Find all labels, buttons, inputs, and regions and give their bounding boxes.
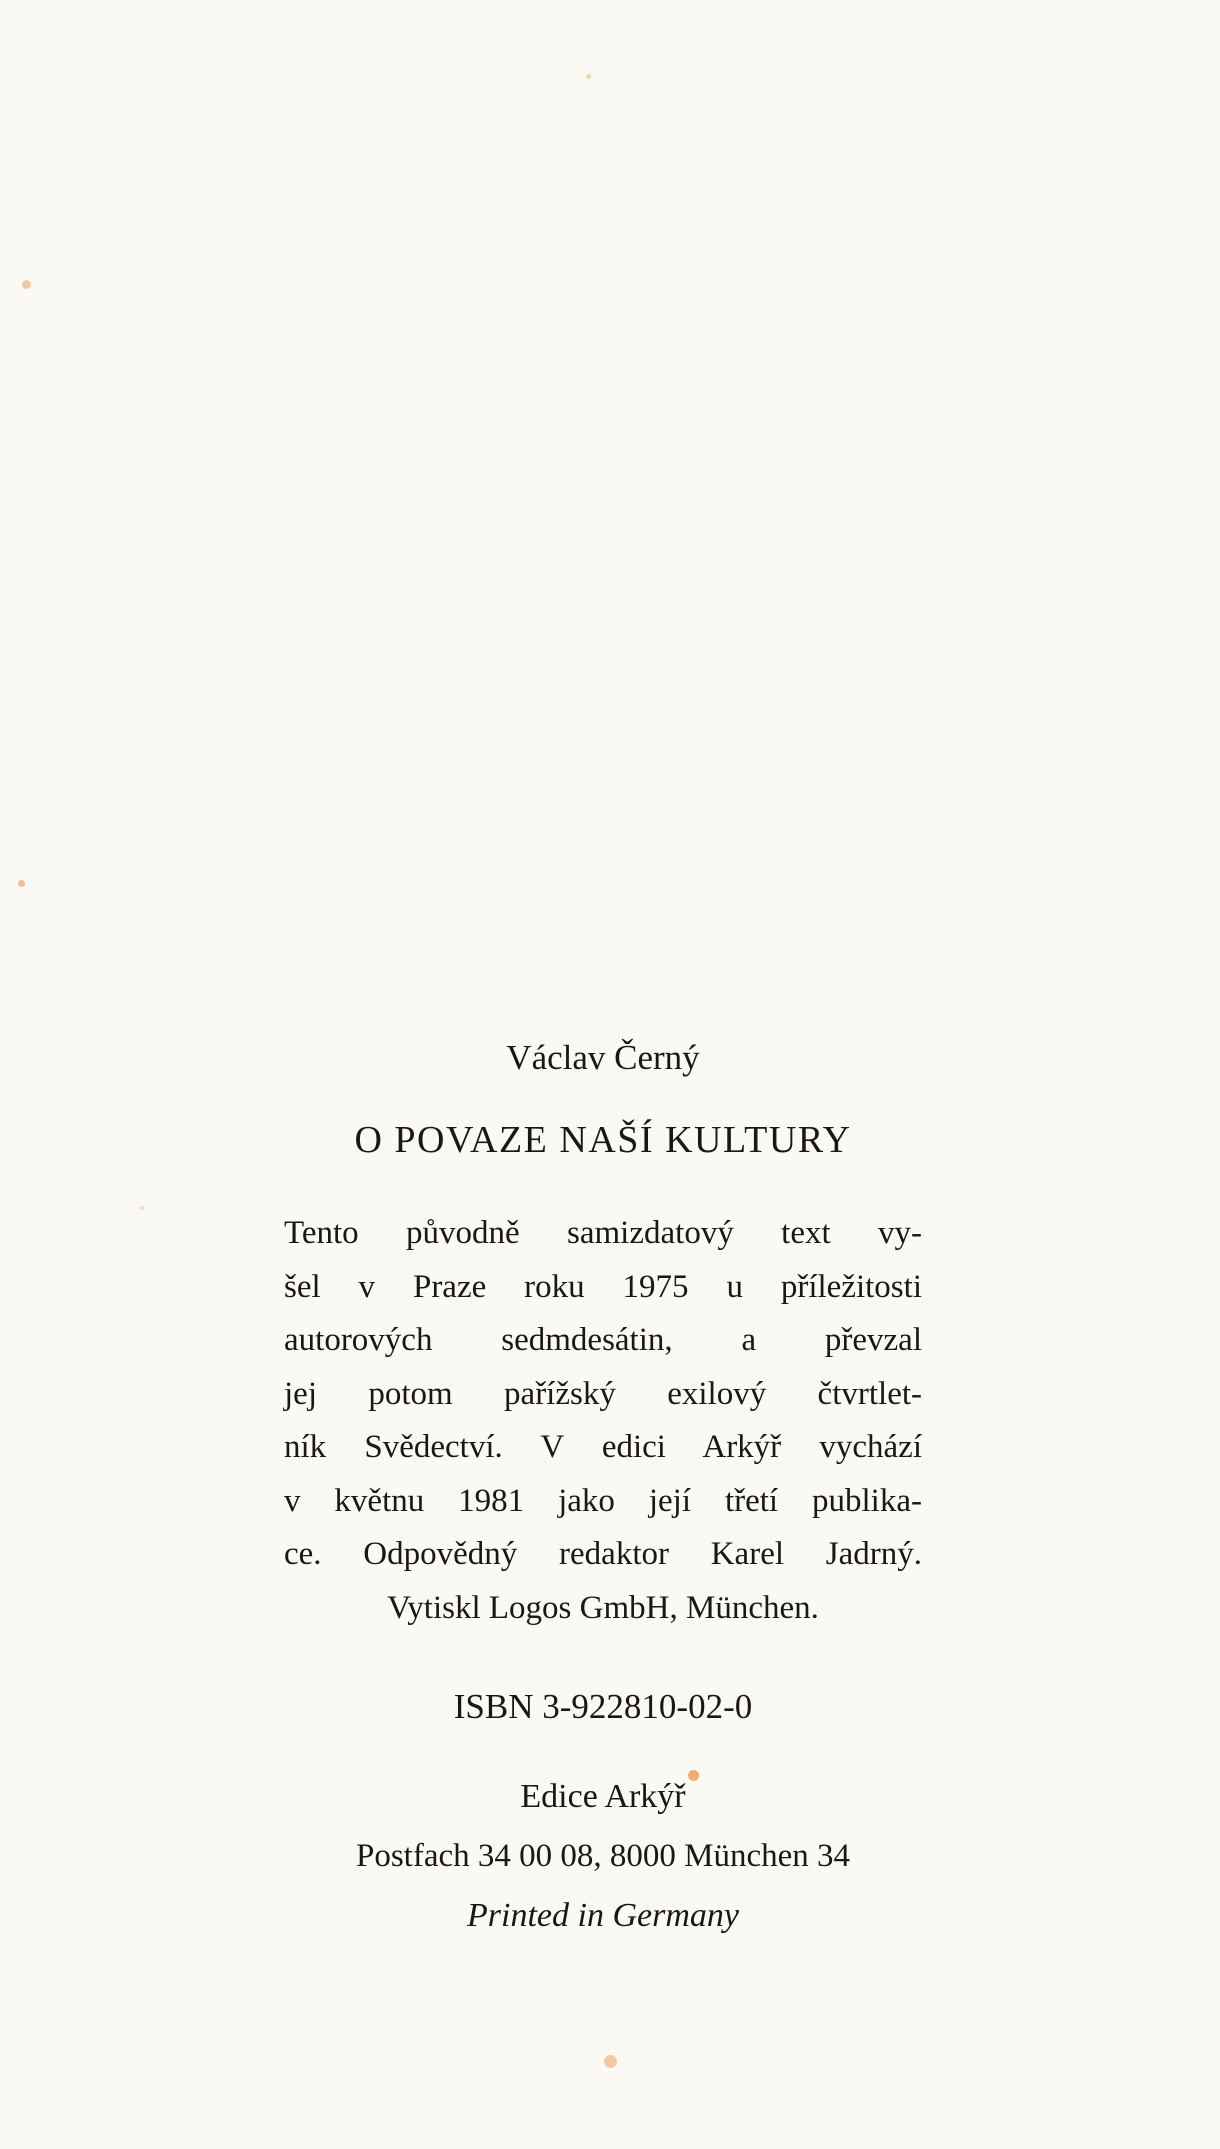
colophon-line: jej potom pařížský exilový čtvrtlet- (284, 1375, 922, 1412)
book-title: O POVAZE NAŠÍ KULTURY (354, 1119, 852, 1161)
publisher-address: Postfach 34 00 08, 8000 München 34 (355, 1838, 851, 1874)
colophon-line: v květnu 1981 jako její třetí publika- (284, 1482, 922, 1519)
paper-stain (18, 880, 25, 887)
paper-stain (22, 280, 31, 289)
colophon-block (284, 1040, 922, 1933)
paper-stain (604, 2055, 617, 2068)
paper-stain (140, 1206, 144, 1210)
colophon-line: ník Svědectví. V edici Arkýř vychází (284, 1429, 922, 1465)
colophon-line: Tento původně samizdatový text vy- (284, 1215, 922, 1251)
isbn: ISBN 3-922810-02-0 (453, 1687, 753, 1726)
printed-in: Printed in Germany (467, 1897, 739, 1934)
colophon-line: autorových sedmdesátin, a převzal (284, 1322, 922, 1358)
colophon-line: ce. Odpovědný redaktor Karel Jadrný. (284, 1536, 922, 1572)
paper-stain (586, 74, 591, 79)
colophon-text (284, 1207, 922, 1635)
colophon-line: šel v Praze roku 1975 u příležitosti (284, 1268, 922, 1305)
colophon-line: Vytiskl Logos GmbH, München. (387, 1589, 819, 1626)
edition-name: Edice Arkýř (520, 1778, 686, 1815)
author-name: Václav Černý (506, 1038, 700, 1077)
